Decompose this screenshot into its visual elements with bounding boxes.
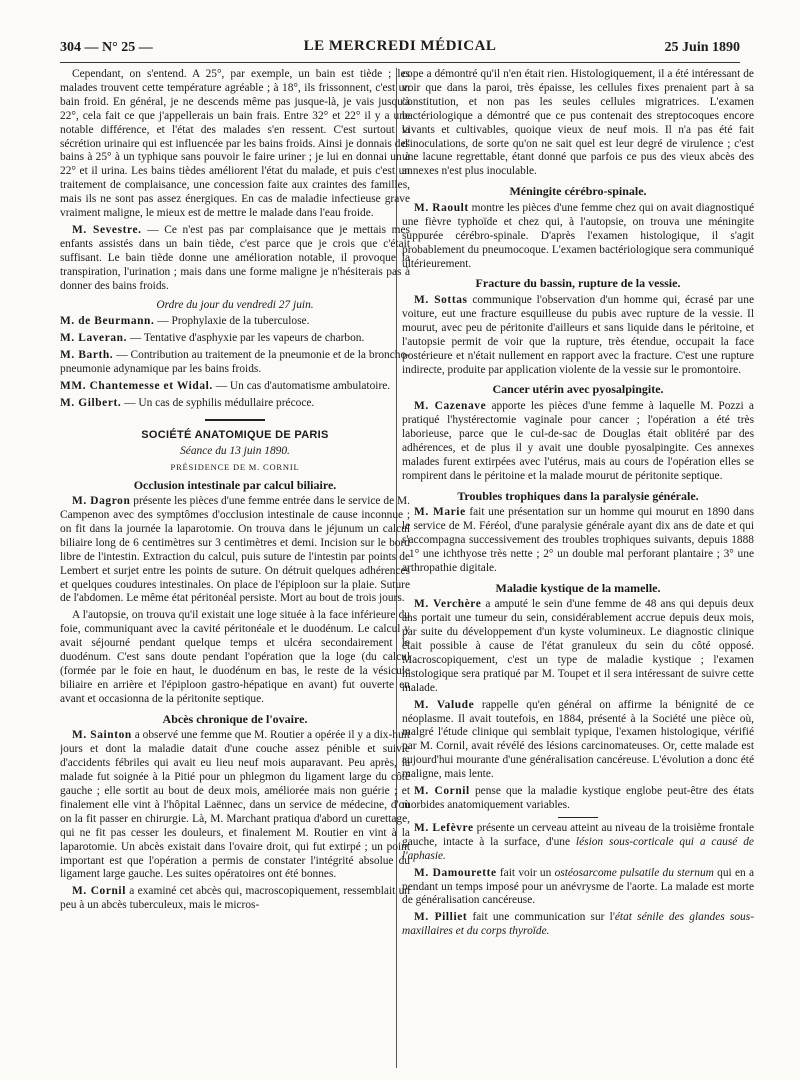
speaker-name: M. de Beurmann. bbox=[60, 315, 155, 328]
paragraph-text: a observé une femme que M. Routier a opérée il y a dix-huit jours et dont la maladie datait d'une couche assez pénible et suivie d'accidents fébriles qui avait eu lieu neuf mois auparavant. Peu après, la malade fut soignée à la Pitié pour un phlegmon du ligament large du côté gauche ; elle sortit au bout de deux mois, améliorée mais non guérie ; et finalement elle vint à l'hôpital Laënnec, dans un service de médecine, d'où on la fit passer en chirurgie. Là, M. Marchant pratiqua d'abord un curettage, qui ne fit pas cesser les douleurs, et finalement M. Routier en vint à la laparotomie. Un abcès existait dans l'ovaire droit, qui fut extirpé ; un point important est que l'opération a permis de constater l'intégrité absolue du ligament large gauche. Les suites opératoires ont été bonnes. bbox=[60, 729, 410, 881]
paragraph bbox=[402, 294, 754, 377]
section-heading: Maladie kystique de la mamelle. bbox=[495, 580, 661, 595]
section-separator bbox=[205, 419, 265, 421]
speaker-name: M. Cornil bbox=[72, 885, 126, 898]
paragraph-text: a examiné cet abcès qui, macroscopiquement, ressemblait un peu à un abcès tuberculeux, mais le micros- bbox=[60, 885, 410, 912]
italic-text: ostéosarcome pulsatile du sternum bbox=[554, 866, 714, 879]
paragraph-text: qui en a pendant un temps imposé pour un anévrysme de l'aorte. La malade est morte de généralisation cancéreuse. bbox=[402, 866, 754, 907]
paragraph bbox=[402, 867, 754, 909]
speaker-name: M. Lefèvre bbox=[414, 821, 474, 834]
agenda-item bbox=[60, 332, 410, 346]
paragraph-text: pense que la maladie kystique englobe peut-être des états morbides anatomiquement variables. bbox=[402, 785, 754, 811]
agenda-item bbox=[60, 397, 410, 411]
section-separator bbox=[558, 817, 598, 818]
issue-date: 25 Juin 1890 bbox=[664, 40, 740, 55]
speaker-name: M. Sainton bbox=[72, 729, 132, 742]
page-header bbox=[60, 36, 740, 58]
section-heading: Fracture du bassin, rupture de la vessie. bbox=[475, 276, 681, 291]
paragraph-text: fait voir un bbox=[496, 866, 555, 879]
agenda-item bbox=[60, 349, 410, 377]
section-heading: Abcès chronique de l'ovaire. bbox=[162, 711, 308, 726]
paragraph-text: montre les pièces d'une femme chez qui on avait diagnostiqué une fièvre typhoïde et chez qui, à l'autopsie, on trouva une méningite suppurée cérébro-spinale. D'après l'examen histologique, il s'agit probablement du pneumocoque. L'examen bactériologique sera communiqué ultérieurement. bbox=[402, 201, 754, 270]
paragraph bbox=[402, 202, 754, 272]
paragraph bbox=[60, 224, 410, 294]
paragraph-text: présente un cerveau atteint au niveau de la troisième frontale gauche, intacte à la surface, d'une bbox=[402, 821, 754, 848]
agenda-text: — Tentative d'asphyxie par les vapeurs de charbon. bbox=[127, 332, 365, 345]
presidency: PRÉSIDENCE DE M. CORNIL bbox=[170, 462, 300, 473]
section-heading: Cancer utérin avec pyosalpingite. bbox=[492, 382, 664, 397]
speaker-name: MM. Chantemesse et Widal. bbox=[60, 380, 213, 393]
paragraph bbox=[402, 598, 754, 695]
paragraph bbox=[402, 400, 754, 483]
speaker-name: M. Sevestre. bbox=[72, 223, 142, 236]
paragraph: A l'autopsie, on trouva qu'il existait une loge située à la face inférieure du foie, communiquant avec la cavité péritonéale et le duodénum. Le calcul y avait séjourné pendant quelque temps et ulcéra secondairement le duodénum. C'est sans doute pendant l'opération que la loge (du calcul (formée par le foie en haut, le duodénum en bas, le reste de la vésicule biliaire en arrière et l'épiploon gastro-hépatique en avant) fut ouverte en avant et occasionna de la péritonite septique. bbox=[60, 609, 410, 705]
paragraph bbox=[402, 785, 754, 813]
agenda-text: — Un cas de syphilis médullaire précoce. bbox=[121, 396, 315, 409]
paragraph: Cependant, on s'entend. A 25°, par exemple, un bain est tiède ; les malades trouvent cette température agréable ; à 18°, ils frissonnent, c'est un bain froid. En général, je ne descends même pas jusque-là, je vais jusqu'à 22°, cela fait ce que j'appellerais un bain frais. Entre 32° et 22° il y a une notable différence, et l'état des malades s'en ressent. C'est surtout la sécrétion urinaire qui est influencée par les bains froids. Ainsi je donnais des bains à 25° à un typhique sans pouvoir le faire uriner ; je lui en donnai un à 22° et il urina. Les bains tièdes améliorent l'état du malade, et puis c'est un traitement de complaisance, une concession faite aux craintes des familles, mais ils ne sont pas assez énergiques. En cas de maladie infectieuse grave vraiment maligne, le mieux est de mettre le malade dans l'eau froide. bbox=[60, 68, 410, 220]
right-column bbox=[402, 68, 754, 1073]
speaker-name: M. Damourette bbox=[414, 866, 497, 879]
paragraph bbox=[60, 729, 410, 882]
agenda-item bbox=[60, 315, 410, 329]
paragraph-text: apporte les pièces d'une femme à laquelle M. Pozzi a pratiqué l'hystérectomie vaginale pour cancer ; l'opération a été très laborieuse, parce que le cul-de-sac de Douglas était oblitéré par des adhérences, et de plus il y avait une double pyosalpingite. Ces annexes malades furent extirpées avec l'utérus, mais au cours de l'opération elles se rompirent dans le péritoine et la malade mourut de péritonite septique. bbox=[402, 400, 754, 482]
paragraph-text: rappelle qu'en général on affirme la bénignité de ce néoplasme. Il avait toutefois, en 1884, présenté à la Société une pièce où, malgré l'étude clinique qui semblait typique, l'examen histologique, vérifié par M. Cornil, avait révélé des lésions carcinomateuses. Or, cette malade est aujourd'hui mourante d'une généralisation cancéreuse. L'évolution a donc été maligne, mais lente. bbox=[402, 698, 754, 781]
speaker-name: M. Cornil bbox=[414, 785, 470, 798]
paragraph bbox=[402, 911, 754, 939]
italic-text: état sénile des glandes sous-maxillaires et du corps thyroïde. bbox=[402, 911, 754, 938]
section-heading: Méningite cérébro-spinale. bbox=[509, 184, 647, 199]
section-heading: Troubles trophiques dans la paralysie générale. bbox=[457, 488, 699, 503]
speaker-name: M. Sottas bbox=[414, 294, 468, 307]
paragraph-text: communique l'observation d'un homme qui, écrasé par une voiture, eut une fracture esquilleuse du pubis avec rupture de la vessie. Il mourut, avec peu de péritonite d'ailleurs et sans liquide dans le péritoine, et l'autopsie permit de voir que la rupture, très étendue, occupait la face postérieure et n'était nullement en rapport avec la fracture. C'est une rupture indirecte, produite par application violente de la vessie sur le promontoire. bbox=[402, 294, 754, 376]
order-of-day-title: Ordre du jour du vendredi 27 juin. bbox=[156, 298, 314, 311]
society-title: SOCIÉTÉ ANATOMIQUE DE PARIS bbox=[141, 428, 329, 441]
agenda-text: — Prophylaxie de la tuberculose. bbox=[154, 315, 310, 328]
agenda-item bbox=[60, 380, 410, 394]
paragraph bbox=[60, 885, 410, 913]
speaker-name: M. Dagron bbox=[72, 495, 131, 508]
paragraph-text: fait une communication sur l' bbox=[467, 911, 615, 924]
speaker-name: M. Barth. bbox=[60, 349, 114, 362]
speaker-name: M. Raoult bbox=[414, 201, 469, 214]
speaker-name: M. Verchère bbox=[414, 598, 482, 611]
section-heading: Occlusion intestinale par calcul biliaire. bbox=[133, 477, 337, 492]
speaker-name: M. Marie bbox=[414, 506, 466, 519]
speaker-name: M. Valude bbox=[414, 698, 475, 711]
session-date: Séance du 13 juin 1890. bbox=[180, 445, 290, 458]
left-column bbox=[60, 68, 410, 1073]
paragraph-text: a amputé le sein d'une femme de 48 ans qui depuis deux ans portait une tumeur du sein, considérablement accrue depuis deux mois, par suite du développement d'un kyste volumineux. Le diagnostic clinique était possible à cause de l'état granuleux du sein du côté opposé. Macroscopiquement, c'est un type de maladie kystique ; l'examen histologique sera pratiqué par M. Toupet et il sera intéressant de suivre cette malade. bbox=[402, 598, 754, 694]
italic-text: lésion sous-corticale qui a causé de l'aphasie. bbox=[402, 835, 754, 862]
speaker-name: M. Laveran. bbox=[60, 332, 128, 345]
speaker-name: M. Pilliet bbox=[414, 911, 468, 924]
paragraph-text: fait une présentation sur un homme qui mourut en 1890 dans le service de M. Féréol, d'une paralysie générale ayant dix ans de date et qui s'accompagna successivement des troubles trophiques suivants, depuis 1888 : 1° une ichthyose très nette ; 2° un double mal perforant plantaire ; 3° une arthropathie digitale. bbox=[402, 506, 754, 574]
paragraph: cope a démontré qu'il n'en était rien. Histologiquement, il a été intéressant de voir que dans la paroi, très épaisse, les cellules fixes prenaient part à sa constitution, et non pas les seules cellules migratrices. L'examen bactériologique a démontré que ce pus contenait des streptocoques encore vivants et cultivables, quoique vieux de neuf mois. Il n'a pas été fait d'inoculations, de sorte qu'on ne sait quel est leur degré de virulence ; c'est une lacune regrettable, étant donné que parfois ce pus des vieux abcès des annexes n'est plus inoculable. bbox=[402, 68, 754, 178]
paragraph-text: présente les pièces d'une femme entrée dans le service de M. Campenon avec des symptômes d'occlusion intestinale de cause inconnue ; on fit dans la journée la laparotomie. On trouva dans le jéjunum un calcul biliaire long de 6 centimètres sur 3 centimètres et demi. Incision sur le bord libre de l'intestin. Extraction du calcul, puis suture de l'intestin par points de Lembert et surjet entre les points de suture. On détruit quelques adhérences et quelques coudures intestinales. On place de l'épiploon sur la plaie. Suture de l'abdomen. Le même état péritonéal persiste. Mort au bout de trois jours. bbox=[60, 495, 410, 605]
paragraph bbox=[60, 495, 410, 606]
speaker-name: M. Cazenave bbox=[414, 400, 487, 413]
page-number: 304 — N° 25 — bbox=[60, 40, 153, 55]
paragraph bbox=[402, 699, 754, 782]
paragraph-text: — Ce n'est pas par complaisance que je mettais mes enfants assistés dans un bain tiède, c'est parce que je crois que c'était suffisant. Le bain tiède donne une amélioration notable, il provoque la transpiration, l'urination ; mais dans une forme maligne je n'hésiterais pas à donner des bains froids. bbox=[60, 223, 410, 292]
journal-title: LE MERCREDI MÉDICAL bbox=[303, 38, 497, 54]
agenda-text: — Contribution au traitement de la pneumonie et de la broncho-pneumonie adynamique par les bains froids. bbox=[60, 349, 410, 376]
header-rule bbox=[60, 62, 740, 63]
paragraph bbox=[402, 506, 754, 576]
paragraph bbox=[402, 822, 754, 864]
speaker-name: M. Gilbert. bbox=[60, 396, 122, 409]
agenda-text: — Un cas d'automatisme ambulatoire. bbox=[212, 380, 391, 393]
